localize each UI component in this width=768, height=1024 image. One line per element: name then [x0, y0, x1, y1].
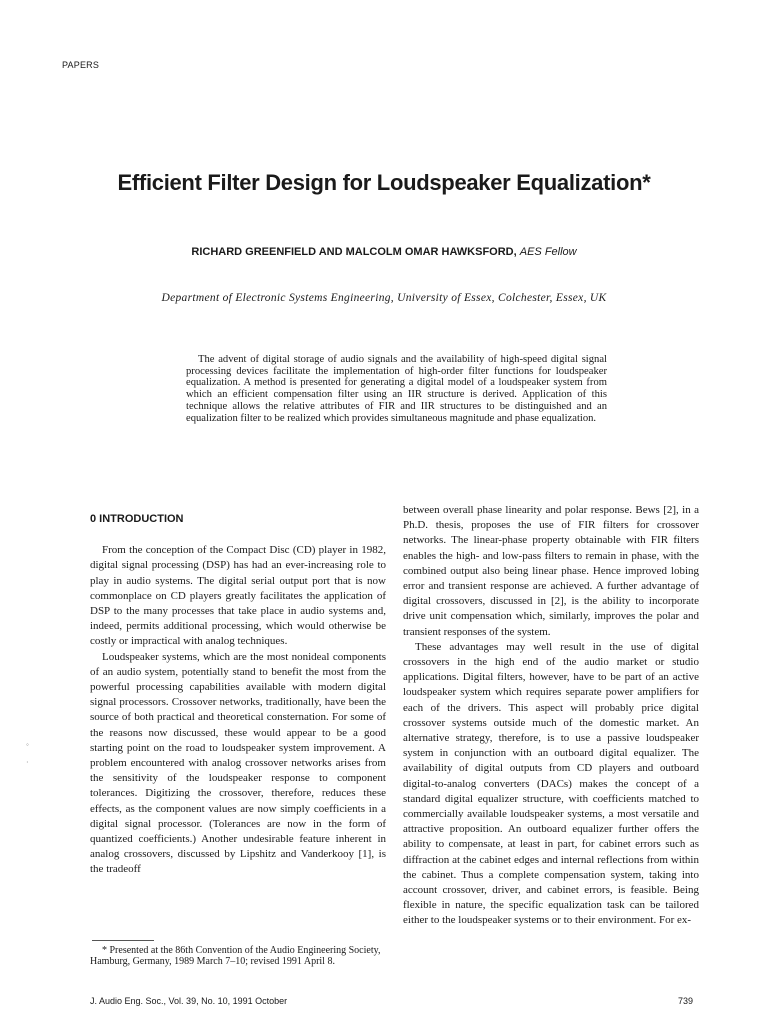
- right-column: [403, 503, 699, 929]
- author-role: AES Fellow: [519, 246, 577, 258]
- author-line: [0, 246, 768, 258]
- footnote: * Presented at the 86th Convention of the Audio Engineering Society, Hamburg, Germany, 1989 March 7–10; revised 1991 April 8.: [90, 945, 381, 967]
- section-label: PAPERS: [62, 60, 100, 70]
- author-names: RICHARD GREENFIELD AND MALCOLM OMAR HAWKSFORD,: [191, 246, 517, 258]
- paper-title: Efficient Filter Design for Loudspeaker Equalization*: [117, 170, 651, 195]
- footnote-divider: [92, 940, 154, 941]
- paragraph: Loudspeaker systems, which are the most nonideal components of an audio system, potentially stand to benefit the most from the powerful processing capabilities available with modern digital signal processors. Crossover networks, traditionally, have been the source of both practical and theoretical consternation. For some of the reasons now discussed, these would appear to be a good starting point on the road to loudspeaker system improvement. A problem encountered with analog crossover networks arises from the sensitivity of the loudspeaker response to component tolerances. Digitizing the crossover, therefore, reduces these effects, as the component values are now simply coefficients in a digital signal processor. (Tolerances are now in the form of quantized coefficients.) Another undesirable feature inherent in analog crossovers, discussed by Lipshitz and Vanderkooy [1], is the tradeoff: [90, 650, 386, 876]
- journal-citation: J. Audio Eng. Soc., Vol. 39, No. 10, 1991 October: [90, 996, 288, 1006]
- left-column: [90, 500, 386, 878]
- affiliation: Department of Electronic Systems Engineering, University of Essex, Colchester, Essex, UK: [161, 292, 607, 304]
- scan-speck: ◦: [26, 740, 29, 749]
- abstract: The advent of digital storage of audio signals and the availability of high-speed digital signal processing devices facilitate the implementation of high-order filter functions for loudspeaker equalization. A method is presented for generating a digital model of a loudspeaker system from which an efficient compensation filter using an IIR structure is derived. Application of this technique allows the relative attributes of FIR and IIR structures to be distinguished and an equalization filter to be realized which provides simultaneous magnitude and phase equalization.: [186, 354, 607, 424]
- paragraph: These advantages may well result in the use of digital crossovers in the high end of the audio market or studio applications. Digital filters, however, have to be part of an active loudspeaker system which requires separate power amplifiers for each of the drivers. This aspect will probably price digital crossover systems outside much of the domestic market. An alternative strategy, therefore, is to use a passive loudspeaker system in conjunction with an outboard digital equalizer. The availability of digital outputs from CD players and outboard digital-to-analog converters (DACs) makes the concept of a standard digital equalizer structure, with coefficients matched to commercially available loudspeaker systems, a most versatile and attractive proposition. An outboard equalizer further offers the ability to compensate, at least in part, for cabinet errors such as diffraction at the cabinet edges and internal reflections from within the cabinet. Thus a complete compensation system, taking into account crossover, driver, and cabinet errors, is feasible. Being flexible in nature, the specific equalization task can be tailored either to the loudspeaker systems or to their environment. For ex-: [403, 640, 699, 927]
- section-heading: 0 INTRODUCTION: [90, 513, 184, 525]
- page-number: 739: [678, 996, 694, 1006]
- scan-speck: ·: [26, 758, 29, 767]
- paragraph: From the conception of the Compact Disc (CD) player in 1982, digital signal processing (DSP) has had an ever-increasing role to play in audio systems. The digital serial output port that is now commonplace on CD players greatly facilitates the application of DSP to the many processes that take place in audio systems and, indeed, permits additional processing, which would otherwise be costly or impractical with analog techniques.: [90, 544, 386, 648]
- paragraph: between overall phase linearity and polar response. Bews [2], in a Ph.D. thesis, proposes the use of FIR filters for crossover networks. The linear-phase property obtainable with FIR filters enables the high- and low-pass filters to remain in phase, with the combined output also being linear phase. Hence improved lobing error and transient response are achieved. A further advantage of digital crossovers, discussed in [2], is the ability to incorporate drive unit compensation which, similarly, improves the polar and transient responses of the system.: [403, 504, 699, 638]
